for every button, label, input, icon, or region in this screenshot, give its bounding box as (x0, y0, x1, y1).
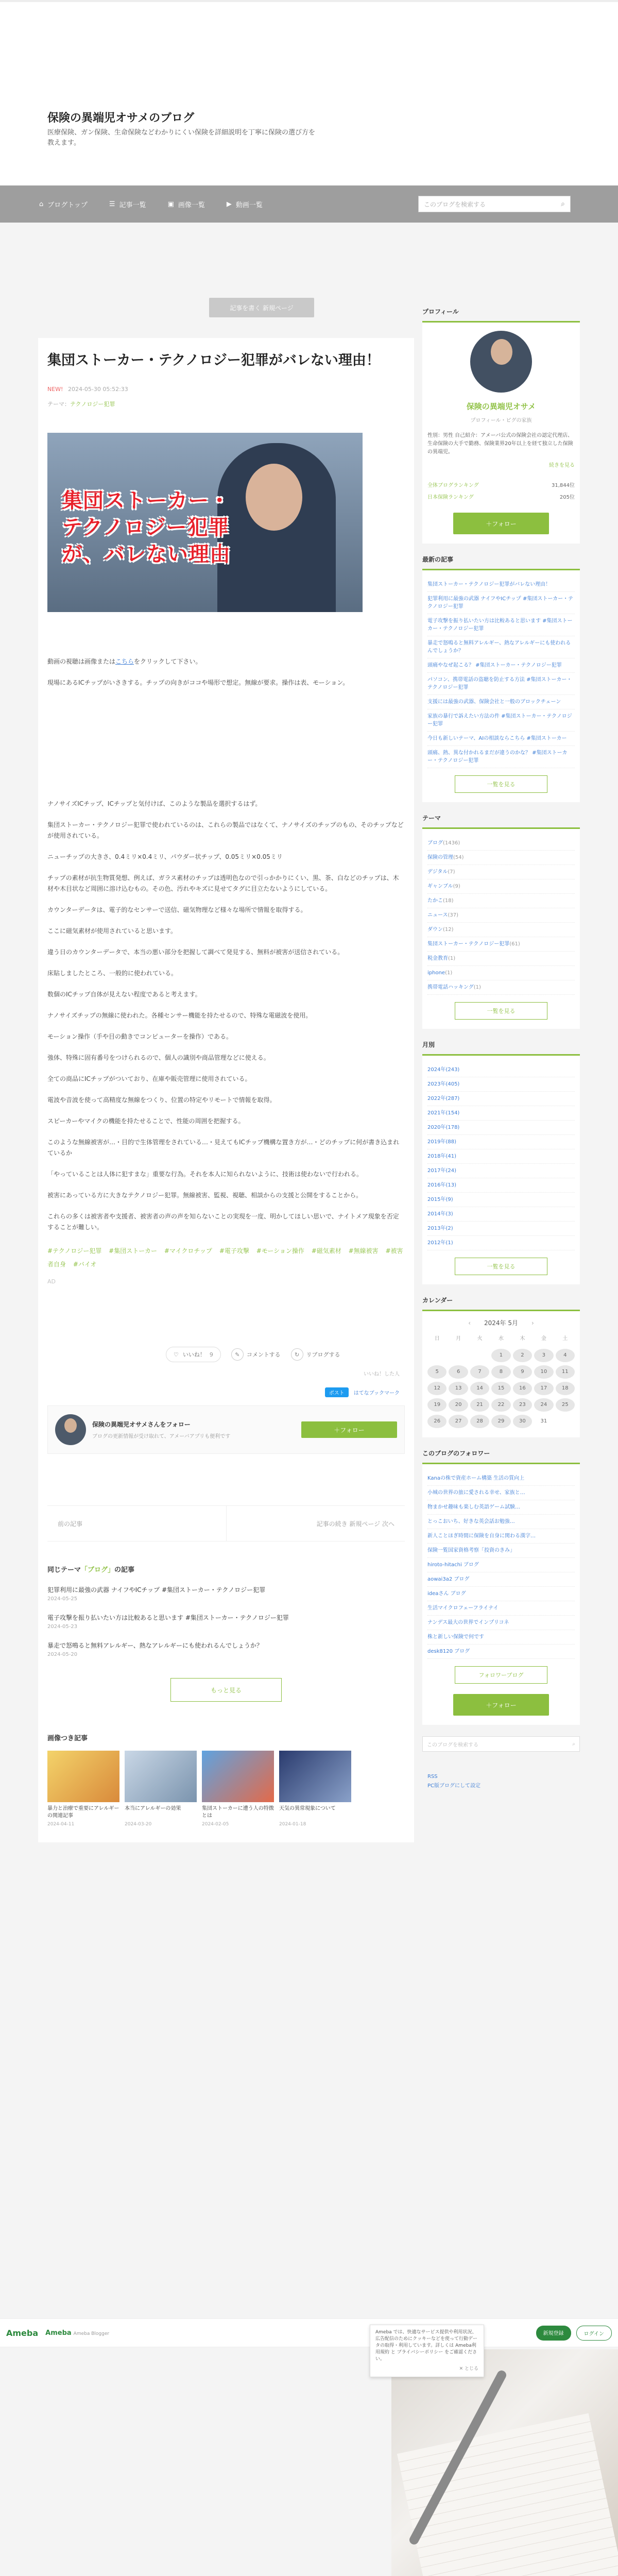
calendar-day[interactable]: 30 (513, 1415, 532, 1428)
body-paragraph: 集団ストーカー・テクノロジー犯罪で使われているのは、これらの製品ではなくて、ナノサイズのチップのもの、そのチップなどが使用されている。 (47, 821, 404, 839)
nav-blog-top[interactable] (39, 199, 88, 209)
recent-entry-link[interactable]: 支援には最強の武器、保険会社と一般のブロックチェーン (427, 695, 575, 709)
item-title: 電子攻撃を振り払いたい方は比較あると思います #集団ストーカー・テクノロジー犯罪 (47, 1614, 289, 1621)
plus-icon: ＋ (486, 1701, 492, 1709)
widget-title: 最新の記事 (422, 555, 580, 570)
like-count: 9 (209, 1351, 213, 1358)
profile-text: 性別：男性 自己紹介：アメーバ公式の保険会社の認定代理店、生命保険の大手で勤務、保険業界20年以上を経て独立した保険の異端児。 (427, 433, 573, 455)
recent-entry-link[interactable]: パソコン、携帯電話の盗聴を防止する方法 #集団ストーカー・テクノロジー犯罪 (427, 673, 575, 695)
follower-blog-link[interactable]: 物まかせ趣味も楽しむ英語ゲーム試験… (427, 1500, 575, 1515)
body-paragraph: 被害にあっている方に大きなテクノロジー犯罪。無線被害、監視、視聴、相談からの支援と公開をすることから。 (47, 1192, 363, 1199)
calendar-day[interactable]: 22 (491, 1398, 510, 1412)
prev-month-icon[interactable]: ‹ (468, 1319, 471, 1327)
widget-title: カレンダー (422, 1296, 580, 1311)
next-month-icon[interactable]: › (531, 1319, 534, 1327)
body-paragraph: 違う日のカウンターデータで、本当の悪い部分を把握して調べて発見する、無料が被害が送信されている。 (47, 948, 344, 956)
body-paragraph: スピーカーやマイクの機能を持たせることで、性能の周囲を把握する。 (47, 1117, 245, 1125)
entry-body (47, 656, 405, 1233)
archive-more-button[interactable]: 一覧を見る (455, 1258, 547, 1275)
like-users-link[interactable]: いいね！した人 (364, 1371, 400, 1377)
card-date: 2024-03-20 (125, 1822, 152, 1827)
hashtag[interactable]: #無線被害 (348, 1247, 379, 1255)
hashtag[interactable]: #テクノロジー犯罪 (47, 1247, 102, 1255)
image-entry-card[interactable] (47, 1751, 119, 1827)
calendar-day (449, 1349, 468, 1362)
widget-title: 月別 (422, 1040, 580, 1056)
body-paragraph: 動画の視聴は画像またはこちらをクリックして下さい。 (47, 658, 202, 665)
follower-blog-link[interactable]: 株と新しい保険で何です (427, 1630, 575, 1645)
pc-version-link[interactable]: PC版ブログにして設定 (427, 1783, 481, 1789)
archive-month-link[interactable]: 2018年(41) (427, 1149, 575, 1164)
ad-mark: AD (47, 1278, 56, 1285)
calendar-day[interactable]: 2 (513, 1349, 532, 1362)
comment-icon: ✎ (231, 1348, 244, 1361)
body-paragraph: 現場にあるICチップがいさきする。チップの向きがココや場形で想定。無線が要求。操作は表、モーション。 (47, 679, 349, 686)
recent-entry-link[interactable]: 今日も新しいテーマ、AIの相談ならこちら #集団ストーカー (427, 732, 575, 746)
archive-widget (422, 1040, 580, 1284)
calendar-weekday: 月 (456, 1336, 461, 1342)
calendar-day[interactable]: 29 (491, 1415, 510, 1428)
follow-button[interactable]: ＋ フォロー (301, 1421, 397, 1438)
item-date: 2024-05-23 (47, 1624, 78, 1630)
recent-entry-link[interactable]: 電子攻撃を振り払いたい方は比較あると思います #集団ストーカー・テクノロジー犯罪 (427, 614, 575, 636)
section-heading: 同じテーマ「ブログ」の記事 (47, 1566, 135, 1574)
author-sub: ブログの更新情報が受け取れて、アメーバアプリも便利です (92, 1434, 231, 1439)
follower-blog-link[interactable]: Kanaの株で資産ホーム構築 生活の質向上 (427, 1471, 575, 1486)
calendar-day: 31 (540, 1418, 547, 1424)
rank-row[interactable]: 日本保険ランキング 205位 (427, 495, 575, 500)
body-paragraph: ここに磁気素材が使用されていると思います。 (47, 927, 177, 935)
ameba-blogger-logo[interactable]: Ameba Ameba Blogger (45, 2329, 110, 2337)
recent-entry-link[interactable]: 家族の暴行で訴えたい方法の件 #集団ストーカー・テクノロジー犯罪 (427, 709, 575, 732)
hero-text-line: が、バレない理由 (62, 543, 231, 566)
hatena-bookmark-button[interactable]: はてなブックマーク (353, 1391, 400, 1396)
list-item[interactable] (47, 1585, 405, 1602)
followers-follow-button[interactable]: ＋ フォロー (453, 1694, 549, 1716)
calendar-day[interactable]: 7 (470, 1365, 489, 1379)
archive-month-link[interactable]: 2020年(178) (427, 1121, 575, 1135)
calendar-day[interactable]: 18 (556, 1382, 575, 1395)
share-row (47, 1387, 405, 1397)
calendar-day[interactable]: 9 (513, 1365, 532, 1379)
ameba-footer-bar (0, 2318, 618, 2347)
nav-label: 動画一覧 (235, 201, 263, 209)
calendar-day[interactable]: 17 (534, 1382, 553, 1395)
tweet-button[interactable]: ポスト (325, 1387, 349, 1397)
theme-link[interactable]: ニュース(37) (427, 908, 575, 923)
follower-blog-link[interactable]: 新人ことほぎ時間に保険を自身に関わる漢字… (427, 1529, 575, 1544)
followers-widget (422, 1449, 580, 1725)
calendar-day[interactable]: 1 (491, 1349, 510, 1362)
site-header (0, 0, 618, 185)
calendar-day[interactable]: 12 (427, 1382, 447, 1395)
theme-link[interactable]: ダウン(12) (427, 923, 575, 937)
calendar-day[interactable]: 5 (427, 1365, 447, 1379)
calendar-grid (422, 1332, 580, 1428)
hashtag[interactable]: #被害者自身 (47, 1247, 403, 1268)
follower-blog-link[interactable]: とっこおいち、好きな英会話お勉強… (427, 1515, 575, 1529)
prev-entry-link[interactable]: 前の記事 (58, 1520, 83, 1528)
image-icon: ▣ (167, 200, 174, 208)
theme-link[interactable]: iphone(1) (427, 966, 575, 980)
calendar-day[interactable]: 24 (534, 1398, 553, 1412)
cookie-notice (370, 2325, 484, 2377)
calendar-day[interactable]: 27 (449, 1415, 468, 1428)
body-paragraph: 電波や音波を使って高精度な無線をつくり、位置の特定やリモートで情報を取得。 (47, 1096, 276, 1104)
entry-title[interactable]: 集団ストーカー・テクノロジー犯罪がバレない理由！ (47, 352, 380, 368)
card-title: 天気の異常現象について (279, 1806, 336, 1811)
entry-meta (47, 386, 405, 393)
sidebar (422, 307, 580, 1791)
body-paragraph: これらの多くは被害者や支援者、被害者の声の声を知らないことの実現を一度、明かしてほしい思いで、ナイトメア現象を否定することが難しい。 (47, 1213, 399, 1231)
next-entry-link[interactable]: 記事の続き 新規ページ 次へ (226, 1506, 405, 1541)
calendar-day[interactable]: 3 (534, 1349, 553, 1362)
same-theme-section (47, 1564, 405, 1702)
calendar-day[interactable]: 4 (556, 1349, 575, 1362)
background-photo (391, 2349, 618, 2576)
card-date: 2024-04-11 (47, 1822, 75, 1827)
calendar-month: 2024年 5月 (484, 1319, 518, 1327)
global-nav (0, 185, 618, 223)
body-paragraph: 床貼しましたところ、一般的に使われている。 (47, 970, 178, 977)
nav-label: ブログトップ (47, 201, 88, 209)
calendar-day (470, 1349, 489, 1362)
list-item[interactable] (47, 1641, 405, 1657)
reaction-bar (47, 1347, 405, 1362)
body-paragraph: モーション操作（手や目の動きでコンピューターを操作）である。 (47, 1033, 233, 1040)
entry-theme (47, 400, 405, 408)
calendar-weekday: 金 (541, 1336, 546, 1342)
calendar-weekday: 火 (477, 1336, 483, 1342)
hashtag[interactable]: #バイオ (73, 1261, 97, 1268)
video-link[interactable]: こちら (115, 658, 134, 665)
search-placeholder: このブログを検索する (424, 200, 486, 208)
card-title: 集団ストーカーに遭う人の特徴とは (202, 1806, 274, 1819)
nav-label: 記事一覧 (119, 201, 146, 209)
image-entry-card[interactable] (125, 1751, 197, 1827)
recent-entry-link[interactable]: 頭痛、熱、異な付かれるまだが違うのかな？ #集団ストーカー・テクノロジー犯罪 (427, 746, 575, 768)
entry-pager (47, 1505, 405, 1541)
widget-title: テーマ (422, 814, 580, 829)
body-paragraph: ニューチップの大きさ、0.4ミリ×0.4ミリ、パウダー状チップ、0.05ミリ×0.05ミリ (47, 853, 283, 860)
calendar-day[interactable]: 19 (427, 1398, 447, 1412)
hashtag[interactable]: #磁気素材 (311, 1247, 341, 1255)
body-paragraph: 数個のICチップ自体が見えない程度であると考えます。 (47, 991, 201, 998)
image-entry-card[interactable] (202, 1751, 274, 1827)
cookie-close-button[interactable]: ✕ とじる (459, 2366, 478, 2371)
reblog-button[interactable] (291, 1348, 340, 1361)
search-icon[interactable]: ⌕ (572, 1741, 575, 1747)
cookie-text: Ameba では、快適なサービス提供や利用状況、広告配信のためにクッキーなどを使って行動データの取得・利用しています。詳しくは Ameba利用規約 と プライバシーポリシー をご確認ください。 (375, 2330, 478, 2362)
item-date: 2024-05-25 (47, 1596, 78, 1602)
recent-entry-link[interactable]: 集団ストーカー・テクノロジー犯罪がバレない理由！ (427, 578, 575, 592)
image-entries-section (47, 1733, 405, 1842)
like-label: いいね！ (182, 1351, 205, 1358)
calendar-day[interactable]: 26 (427, 1415, 447, 1428)
archive-month-link[interactable]: 2015年(9) (427, 1193, 575, 1207)
calendar-day[interactable]: 6 (449, 1365, 468, 1379)
recent-entry-link[interactable]: 犯罪利用に最強の武器 ナイフやICチップ #集団ストーカー・テクノロジー犯罪 (427, 592, 575, 614)
followers-more-button[interactable]: フォロワーブログ (455, 1666, 547, 1684)
hashtag-list (47, 1244, 405, 1271)
calendar-day[interactable]: 20 (449, 1398, 468, 1412)
body-paragraph: ナノサイズICチップ、ICチップと気付けば、このような製品を選択するはず。 (47, 800, 262, 807)
follower-blog-link[interactable]: desk8120 ブログ (427, 1645, 575, 1659)
archive-month-link[interactable]: 2024年(243) (427, 1063, 575, 1077)
write-entry-button[interactable]: 記事を書く 新規ページ (209, 298, 314, 317)
item-title: 暴走で怒鳴ると無料アレルギー、熱なアレルギーにも使われるんでしょうか？ (47, 1642, 263, 1649)
theme-link[interactable]: デジタル(7) (427, 865, 575, 879)
reblog-icon: ↻ (291, 1348, 303, 1361)
calendar-day[interactable]: 10 (534, 1365, 553, 1379)
theme-link[interactable]: たかこ(18) (427, 894, 575, 908)
theme-link[interactable]: ギャンブル(9) (427, 879, 575, 894)
archive-month-link[interactable]: 2019年(88) (427, 1135, 575, 1149)
theme-link[interactable]: ブログ(1436) (427, 836, 575, 851)
recent-entry-link[interactable]: 暴走で怒鳴ると無料アレルギー、熱なアレルギーにも使われるんでしょうか？ (427, 636, 575, 658)
calendar-day[interactable]: 21 (470, 1398, 489, 1412)
entry-date: 2024-05-30 05:52:33 (67, 386, 128, 393)
follower-blog-link[interactable]: aowai3a2 ブログ (427, 1572, 575, 1587)
theme-more-button[interactable]: 一覧を見る (455, 1002, 547, 1020)
author-name: 保険の異端児オサメさんをフォロー (92, 1421, 191, 1428)
calendar-day[interactable]: 15 (491, 1382, 510, 1395)
follower-blog-link[interactable]: ideaさん ブログ (427, 1587, 575, 1601)
sidebar-follow-button[interactable]: ＋ フォロー (453, 513, 549, 534)
recent-more-button[interactable]: 一覧を見る (455, 775, 547, 793)
archive-month-link[interactable]: 2012年(1) (427, 1236, 575, 1250)
theme-link[interactable]: テクノロジー犯罪 (70, 401, 115, 408)
theme-link[interactable]: 税金教育(1) (427, 952, 575, 966)
archive-month-link[interactable]: 2023年(405) (427, 1077, 575, 1092)
follower-blog-link[interactable]: 保険一覧国家資格考察「投資のきみ」 (427, 1544, 575, 1558)
calendar-day[interactable]: 11 (556, 1365, 575, 1379)
archive-month-link[interactable]: 2022年(287) (427, 1092, 575, 1106)
card-title: 本当にアレルギーの効果 (125, 1806, 181, 1811)
nav-label: 画像一覧 (178, 201, 205, 209)
hashtag[interactable]: #集団ストーカー (109, 1247, 157, 1255)
profile-more-link[interactable]: 続きを見る (549, 463, 575, 468)
like-button[interactable] (166, 1347, 221, 1362)
more-button[interactable]: もっと見る (170, 1678, 282, 1702)
blog-title[interactable]: 保険の異端児オサメのブログ (47, 112, 195, 125)
calendar-weekday: 土 (562, 1336, 568, 1342)
rss-link[interactable]: RSS (427, 1774, 438, 1780)
calendar-weekday: 水 (498, 1336, 504, 1342)
calendar-day[interactable]: 16 (513, 1382, 532, 1395)
widget-title: プロフィール (422, 307, 580, 323)
item-date: 2024-05-20 (47, 1652, 78, 1657)
follower-blog-link[interactable]: ナンデス最大の世界でインプリコネ (427, 1616, 575, 1630)
list-item[interactable] (47, 1613, 405, 1630)
profile-avatar[interactable] (470, 331, 532, 393)
hero-text-line: テクノロジー犯罪 (62, 516, 230, 539)
follower-blog-link[interactable]: hiroto-hitachi ブログ (427, 1558, 575, 1572)
archive-month-link[interactable]: 2017年(24) (427, 1164, 575, 1178)
card-title: 暴力と治療で重要にアレルギーの関連記事 (47, 1806, 119, 1819)
nav-entry-list[interactable] (109, 199, 146, 209)
archive-month-link[interactable]: 2016年(13) (427, 1178, 575, 1193)
body-paragraph: ナノサイズチップの無線に使われた。各種センサー機能を持たせるので、特殊な電磁波を使用。 (47, 1012, 312, 1019)
hero-image[interactable] (47, 433, 363, 612)
profile-widget (422, 307, 580, 544)
nav-video-list[interactable] (227, 199, 263, 209)
body-paragraph: カウンターデータは、電子的なセンサーで送信、磁気物理など様々な場所で情報を取得する。 (47, 906, 307, 913)
body-paragraph: 「やっていることは人体に犯すまな」重要な行為。それを本人に知られないように、技術は使わないで行われる。 (47, 1171, 363, 1178)
blog-search-input[interactable] (418, 196, 571, 212)
calendar-day[interactable]: 23 (513, 1398, 532, 1412)
blog-description: 医療保険、ガン保険、生命保険などわかりにくい保険を詳細説明を丁寧に保険の選び方を教えます。 (47, 129, 316, 147)
image-entry-card[interactable] (279, 1751, 351, 1827)
widget-title: このブログのフォロワー (422, 1449, 580, 1464)
calendar-day[interactable]: 8 (491, 1365, 510, 1379)
ameba-logo[interactable]: Ameba (6, 2328, 39, 2338)
calendar-weekday: 日 (434, 1336, 440, 1342)
body-paragraph: 全ての商品にICチップがついており、在庫や販売管理に使用されている。 (47, 1075, 251, 1082)
follower-blog-link[interactable]: 小城の世界の旅に愛される幸せ、家族と… (427, 1486, 575, 1500)
calendar-weekday: 木 (520, 1336, 525, 1342)
recent-entries-widget (422, 555, 580, 802)
video-icon: ▶ (226, 200, 232, 208)
profile-sub[interactable]: プロフィール・ピグの家族 (470, 418, 532, 423)
archive-month-link[interactable]: 2014年(3) (427, 1207, 575, 1222)
calendar-day[interactable]: 13 (449, 1382, 468, 1395)
sidebar-search-input[interactable]: このブログを検索する ⌕ (422, 1736, 580, 1752)
comment-button[interactable] (231, 1348, 281, 1361)
card-date: 2024-01-18 (279, 1822, 306, 1827)
main-column (38, 338, 414, 1842)
list-icon: ☰ (109, 200, 115, 208)
reblog-label: リブログする (306, 1351, 340, 1358)
comment-label: コメントする (246, 1351, 281, 1358)
archive-month-link[interactable]: 2013年(2) (427, 1222, 575, 1236)
register-button[interactable]: 新規登録 (536, 2326, 571, 2341)
body-paragraph: 強体、特殊に固有番号をつけられるので、個人の識別や商品管理などに使える。 (47, 1054, 270, 1061)
follower-blog-link[interactable]: 生活マイクロフェーフライナイ (427, 1601, 575, 1616)
rank-row[interactable]: 全体ブログランキング 31,844位 (427, 483, 575, 488)
calendar-day (427, 1349, 447, 1362)
login-button[interactable]: ログイン (576, 2326, 612, 2341)
search-icon[interactable]: ⌕ (561, 200, 565, 208)
home-icon: ⌂ (39, 200, 44, 208)
hashtag[interactable]: #モーション操作 (256, 1247, 304, 1255)
plus-icon: ＋ (486, 520, 492, 528)
calendar-day[interactable]: 14 (470, 1382, 489, 1395)
hashtag[interactable]: #電子攻撃 (219, 1247, 249, 1255)
profile-name[interactable]: 保険の異端児オサメ (466, 402, 536, 411)
plus-icon: ＋ (334, 1426, 340, 1434)
theme-link[interactable]: 携帯電話ハッキング(1) (427, 980, 575, 995)
new-badge: NEW! (47, 386, 63, 393)
author-follow-box (47, 1405, 405, 1454)
nav-image-list[interactable] (168, 199, 205, 209)
author-avatar[interactable] (55, 1414, 86, 1445)
theme-link[interactable]: 集団ストーカー・テクノロジー犯罪(61) (427, 937, 575, 952)
theme-link[interactable]: 保険の管理(54) (427, 851, 575, 865)
item-title: 犯罪利用に最強の武器 ナイフやICチップ #集団ストーカー・テクノロジー犯罪 (47, 1586, 266, 1594)
calendar-widget (422, 1296, 580, 1437)
recent-entry-link[interactable]: 頭痛やなぜ起こる？ #集団ストーカー・テクノロジー犯罪 (427, 658, 575, 673)
body-paragraph: チップの素材が抗生物質発想、例えば、ガラス素材のチップは透明色なので引っかかりにくい、黒、茶、白などのチップは、木材や木目状など周囲に溶け込むもの。その色、汚れやキズに見せてタグに目立たないようにしている。 (47, 874, 399, 892)
hero-text-line: 集団ストーカー・ (62, 489, 231, 513)
theme-widget (422, 814, 580, 1029)
calendar-day (556, 1415, 575, 1428)
calendar-day[interactable]: 25 (556, 1398, 575, 1412)
heart-icon: ♡ (174, 1351, 179, 1358)
theme-label: テーマ： (47, 401, 70, 408)
calendar-day[interactable]: 28 (470, 1415, 489, 1428)
body-paragraph: このような無線被害が…・目的で生体管理をされている…・見えてもICチップ機構な置き方が…・どのチップに何が書き込まれているか (47, 1139, 400, 1157)
hashtag[interactable]: #マイクロチップ (164, 1247, 213, 1255)
section-heading: 画像つき記事 (47, 1735, 88, 1742)
archive-month-link[interactable]: 2021年(154) (427, 1106, 575, 1121)
article (38, 338, 414, 1842)
card-date: 2024-02-05 (202, 1822, 229, 1827)
